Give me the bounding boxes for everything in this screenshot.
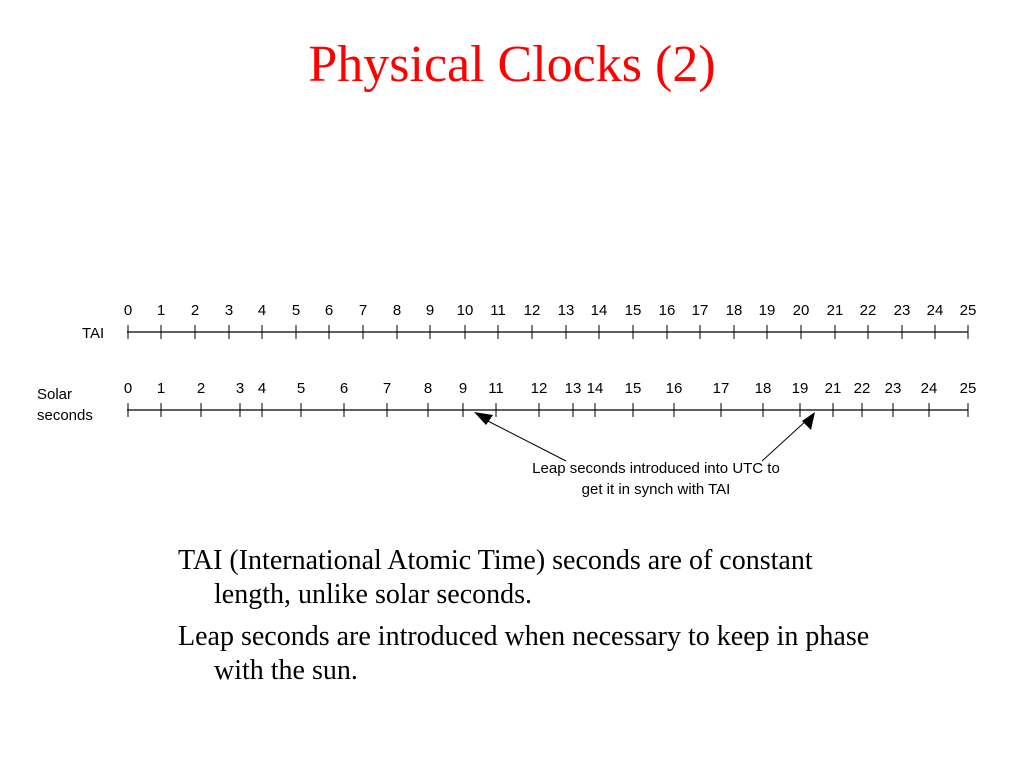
tai-tick-label: 11 — [490, 302, 506, 319]
tai-tick-label: 17 — [691, 302, 709, 319]
paragraph-leap: Leap seconds are introduced when necessary to keep in phase with the sun. — [178, 621, 870, 686]
solar-tick-label: 21 — [824, 380, 842, 397]
solar-tick-label: 15 — [624, 380, 642, 397]
tai-tick-label: 18 — [725, 302, 743, 319]
solar-tick-label: 17 — [712, 380, 730, 397]
annotation-line2: get it in synch with TAI — [581, 481, 731, 498]
solar-tick-label: 13 — [564, 380, 582, 397]
tai-tick-label: 2 — [190, 302, 200, 319]
annotation-line1: Leap seconds introduced into UTC to — [532, 460, 780, 477]
tai-tick-label: 7 — [358, 302, 368, 319]
tai-tick-label: 15 — [624, 302, 642, 319]
solar-tick-label: 2 — [196, 380, 206, 397]
slide-title: Physical Clocks (2) — [308, 36, 716, 93]
tai-tick-labels — [124, 302, 977, 319]
leap-arrow-left-shaft — [482, 418, 566, 461]
solar-tick-label: 23 — [884, 380, 902, 397]
tai-tick-label: 9 — [425, 302, 435, 319]
paragraph-tai: TAI (International Atomic Time) seconds are of constant length, unlike solar seconds. — [178, 545, 813, 610]
tai-tick-label: 10 — [456, 302, 474, 319]
solar-tick-label: 0 — [123, 380, 133, 397]
solar-row-label-line2: seconds — [37, 407, 93, 424]
solar-tick-labels — [124, 380, 977, 397]
solar-tick-label: 1 — [156, 380, 166, 397]
tai-tick-label: 12 — [523, 302, 541, 319]
solar-tick-label: 7 — [382, 380, 392, 397]
solar-tick-label: 4 — [257, 380, 267, 397]
tai-tick-label: 19 — [758, 302, 776, 319]
tai-tick-label: 0 — [123, 302, 133, 319]
tai-tick-label: 22 — [859, 302, 877, 319]
tai-tick-label: 13 — [557, 302, 575, 319]
solar-tick-label: 14 — [586, 380, 604, 397]
solar-tick-label: 19 — [791, 380, 809, 397]
solar-tick-label: 3 — [235, 380, 245, 397]
solar-tick-label: 8 — [423, 380, 433, 397]
solar-tick-label: 16 — [665, 380, 683, 397]
tai-tick-label: 3 — [224, 302, 234, 319]
leap-arrow-right-head — [802, 412, 815, 430]
tai-tick-label: 4 — [257, 302, 267, 319]
solar-tick-label: 12 — [530, 380, 548, 397]
slide-body — [178, 544, 878, 696]
leap-arrow-left-head — [474, 412, 493, 425]
solar-tick-label: 22 — [853, 380, 871, 397]
solar-tick-label: 5 — [296, 380, 306, 397]
tai-tick-label: 20 — [792, 302, 810, 319]
solar-row-label-line1: Solar — [37, 386, 73, 403]
tai-tick-label: 1 — [156, 302, 166, 319]
tai-tick-label: 8 — [392, 302, 402, 319]
tai-tick-label: 14 — [590, 302, 608, 319]
tai-tick-label: 16 — [658, 302, 676, 319]
tai-tick-label: 25 — [959, 302, 977, 319]
tai-tick-label: 5 — [291, 302, 301, 319]
tai-tick-label: 24 — [926, 302, 944, 319]
tai-tick-label: 23 — [893, 302, 911, 319]
solar-tick-label: 9 — [458, 380, 468, 397]
solar-tick-label: 25 — [959, 380, 977, 397]
tai-tick-label: 6 — [324, 302, 334, 319]
solar-tick-label: 6 — [339, 380, 349, 397]
tai-tick-label: 21 — [826, 302, 844, 319]
solar-tick-label: 24 — [920, 380, 938, 397]
solar-tick-label: 18 — [754, 380, 772, 397]
solar-tick-label: 11 — [488, 380, 504, 397]
leap-arrow-right-shaft — [762, 419, 808, 461]
tai-row-label: TAI — [82, 325, 105, 342]
